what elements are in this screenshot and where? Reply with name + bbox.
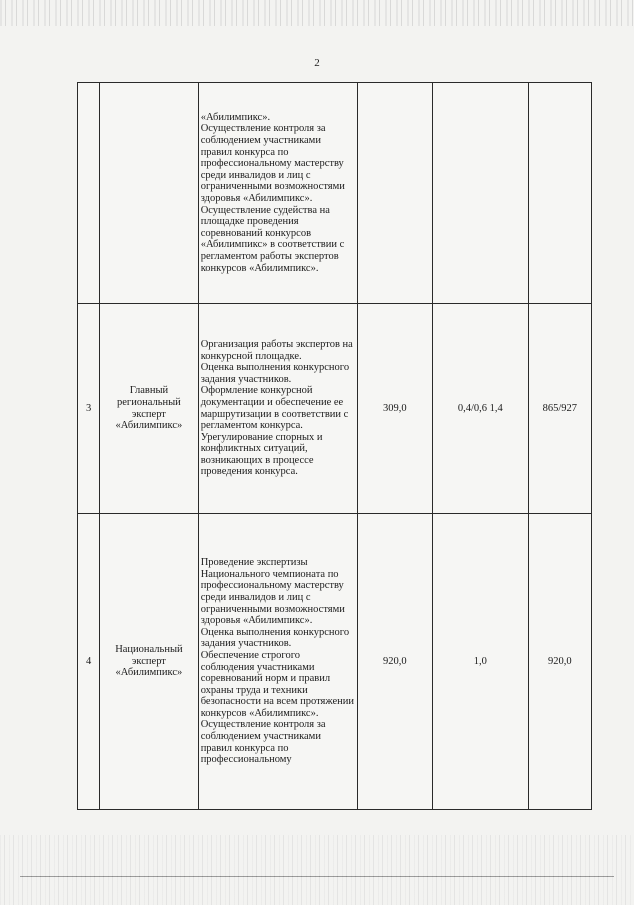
duty-item: Оценка выполнения конкурсного задания участников. — [200, 626, 350, 650]
scan-noise-top — [0, 0, 634, 26]
duty-item: Осуществление контроля за соблюдением участниками правил конкурса по профессиональному — [200, 719, 326, 766]
value-col5: 0,4/0,6 1,4 — [433, 304, 529, 514]
duty-item: Оформление конкурсной документации и обеспечение ее маршрутизации в соответствии с регламентом конкурса. — [200, 385, 349, 432]
value-col4: 309,0 — [357, 304, 432, 514]
page-number: 2 — [314, 57, 320, 69]
scan-noise-bottom — [0, 835, 634, 905]
role-name — [100, 83, 199, 304]
duties-cell — [198, 514, 357, 810]
value-col6 — [528, 83, 591, 304]
value-col5 — [433, 83, 529, 304]
value-col6: 920,0 — [528, 514, 591, 810]
duty-item: Урегулирование спорных и конфликтных ситуаций, возникающих в процессе проведения конкурса. — [200, 431, 323, 478]
duty-item: Осуществление судейства на площадке проведения соревнований конкурсов «Абилимпикс» в соответствии с регламентом работы экспертов конкурсов «Абилимпикс». — [200, 204, 345, 274]
remuneration-table — [77, 82, 592, 810]
value-col4 — [357, 83, 432, 304]
value-col4: 920,0 — [357, 514, 432, 810]
duty-item: «Абилимпикс». — [200, 111, 271, 123]
table-row — [78, 304, 592, 514]
row-number — [78, 83, 100, 304]
duties-cell — [198, 83, 357, 304]
duty-item: Организация работы экспертов на конкурсной площадке. — [200, 338, 353, 362]
duty-item: Оценка выполнения конкурсного задания участников. — [200, 362, 350, 385]
table-row — [78, 514, 592, 810]
role-name: Главный региональный эксперт «Абилимпикс» — [100, 304, 199, 514]
duty-item: Проведение экспертизы Национального чемпионата по профессиональному мастерству среди инвалидов и лиц с ограниченными возможностями здоровья «Абилимпикс». — [200, 557, 345, 627]
row-number: 3 — [78, 304, 100, 514]
table-row — [78, 83, 592, 304]
value-col6: 865/927 — [528, 304, 591, 514]
duty-item: Обеспечение строгого соблюдения участниками соревнований норм и правил охраны труда и техники безопасности на всем протяжении конкурсов «Абилимпикс». — [200, 649, 354, 719]
row-number: 4 — [78, 514, 100, 810]
value-col5: 1,0 — [433, 514, 529, 810]
duties-cell — [198, 304, 357, 514]
role-name: Национальный эксперт «Абилимпикс» — [100, 514, 199, 810]
duty-item: Осуществление контроля за соблюдением участниками правил конкурса по профессиональному мастерству среди инвалидов и лиц с ограниченными возможностями здоровья «Абилимпикс». — [200, 123, 345, 204]
